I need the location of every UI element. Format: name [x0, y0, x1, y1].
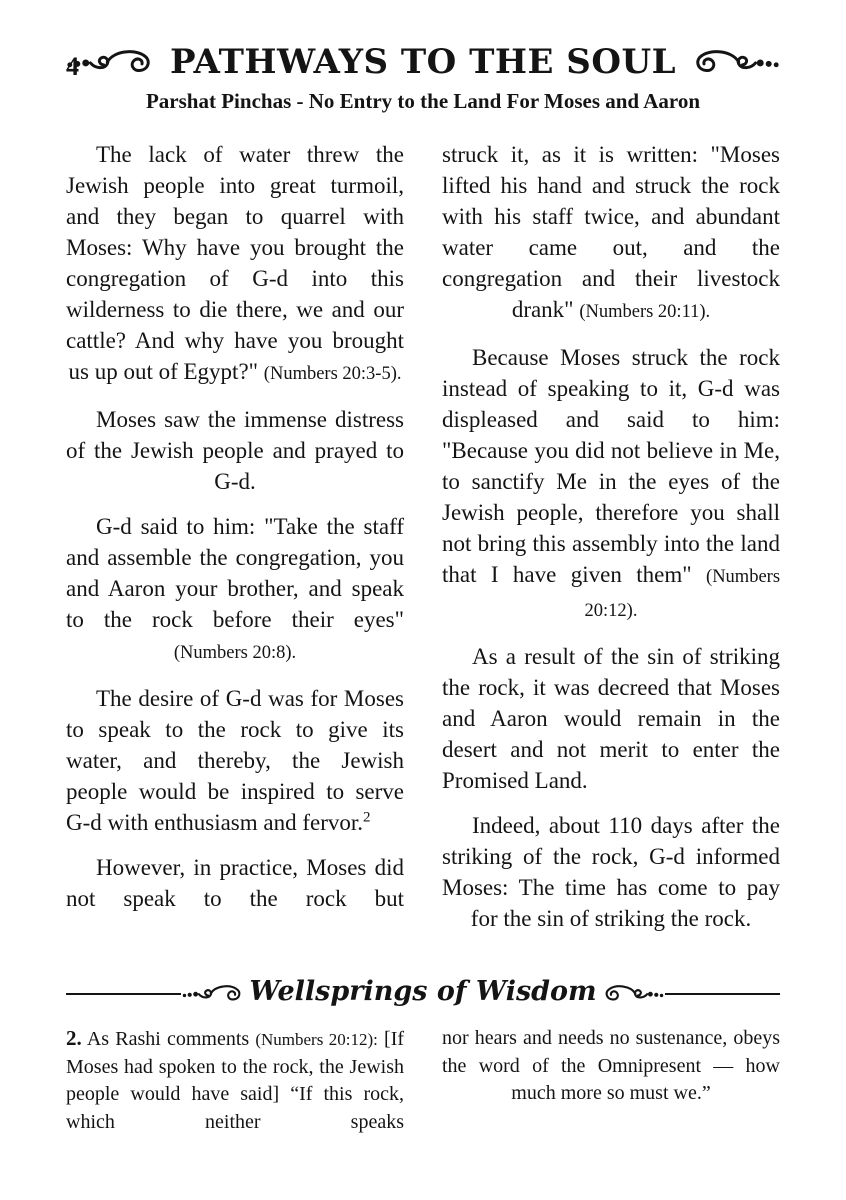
paragraph	[442, 641, 780, 796]
paragraph	[66, 683, 404, 838]
paragraph-text: The lack of water threw the Jewish people into great turmoil, and they began to quarrel with Moses: Why have you brought the congregation of G-d into this wilderness to die there, we and our cattle? And why have you brought us up out of Egypt?"	[66, 142, 404, 384]
divider-line-right	[665, 993, 780, 995]
footnote-divider	[0, 976, 846, 1011]
page-header	[0, 0, 846, 114]
page-subtitle: Parshat Pinchas - No Entry to the Land For Moses and Aaron	[145, 89, 700, 113]
paragraph	[66, 852, 404, 914]
footnote-paragraph	[66, 1025, 404, 1136]
page-title: PATHWAYS TO THE SOUL	[169, 42, 677, 82]
verse-citation: (Numbers 20:3-5).	[263, 364, 402, 384]
divider-left-flourish-icon	[181, 983, 247, 1004]
paragraph-text: G-d said to him: "Take the staff and assemble the congregation, you and Aaron your brother, and speak to the rock before their eyes"	[66, 514, 404, 632]
verse-citation: (Numbers 20:8).	[173, 643, 297, 663]
paragraph-text: However, in practice, Moses did not speak to the rock but	[66, 855, 404, 911]
paragraph-text: Indeed, about 110 days after the striking of the rock, G-d informed Moses: The time has come to pay for the sin of striking the rock.	[442, 813, 780, 931]
paragraph	[442, 139, 780, 328]
footnote-right-column	[442, 1025, 780, 1136]
right-flourish-icon	[686, 47, 782, 77]
footnote-text: [If Moses had spoken to the rock, the Jewish people would have said] “If this rock, which neither speaks	[66, 1028, 405, 1133]
paragraph	[66, 404, 404, 497]
body-left-column	[66, 139, 404, 948]
paragraph-text: Moses saw the immense distress of the Jewish people and prayed to G-d.	[66, 407, 404, 494]
divider-line-left	[66, 993, 181, 995]
footnotes	[0, 1025, 846, 1136]
footnote-text: nor hears and needs no sustenance, obeys the word of the Omnipresent — how much more so must we.”	[442, 1027, 780, 1104]
paragraph-text: The desire of G-d was for Moses to speak to the rock to give its water, and thereby, the Jewish people would be inspired to serve G-d with enthusiasm and fervor.	[66, 686, 404, 835]
paragraph-text: As a result of the sin of striking the rock, it was decreed that Moses and Aaron would remain in the desert and not merit to enter the Promised Land.	[442, 644, 780, 793]
verse-citation: (Numbers 20:11).	[579, 302, 711, 322]
footnote-paragraph	[442, 1025, 780, 1108]
footnote-left-column	[66, 1025, 404, 1136]
footnote-section-title: Wellsprings of Wisdom	[249, 976, 597, 1007]
footnote-text: As Rashi comments	[86, 1028, 250, 1050]
paragraph	[66, 511, 404, 669]
verse-citation: (Numbers 20:12).	[584, 567, 781, 621]
paragraph	[442, 342, 780, 627]
footnote-citation: (Numbers 20:12):	[255, 1030, 378, 1049]
paragraph	[66, 139, 404, 390]
body-right-column	[442, 139, 780, 948]
footnote-number: 2.	[66, 1026, 82, 1050]
paragraph	[442, 810, 780, 934]
body-columns	[0, 139, 846, 948]
paragraph-text: struck it, as it is written: "Moses lifted his hand and struck the rock with his staff twice, and abundant water came out, and the congregation and their livestock drank"	[442, 142, 780, 322]
footnote-reference: 2	[363, 809, 371, 826]
divider-right-flourish-icon	[599, 983, 665, 1004]
paragraph-text: Because Moses struck the rock instead of speaking to it, G-d was displeased and said to him: "Because you did not believe in Me, to sanctify Me in the eyes of the Jewish people, therefore you shall not bring this assembly into the land that I have given them"	[442, 345, 780, 587]
page-number: 4	[66, 52, 79, 81]
